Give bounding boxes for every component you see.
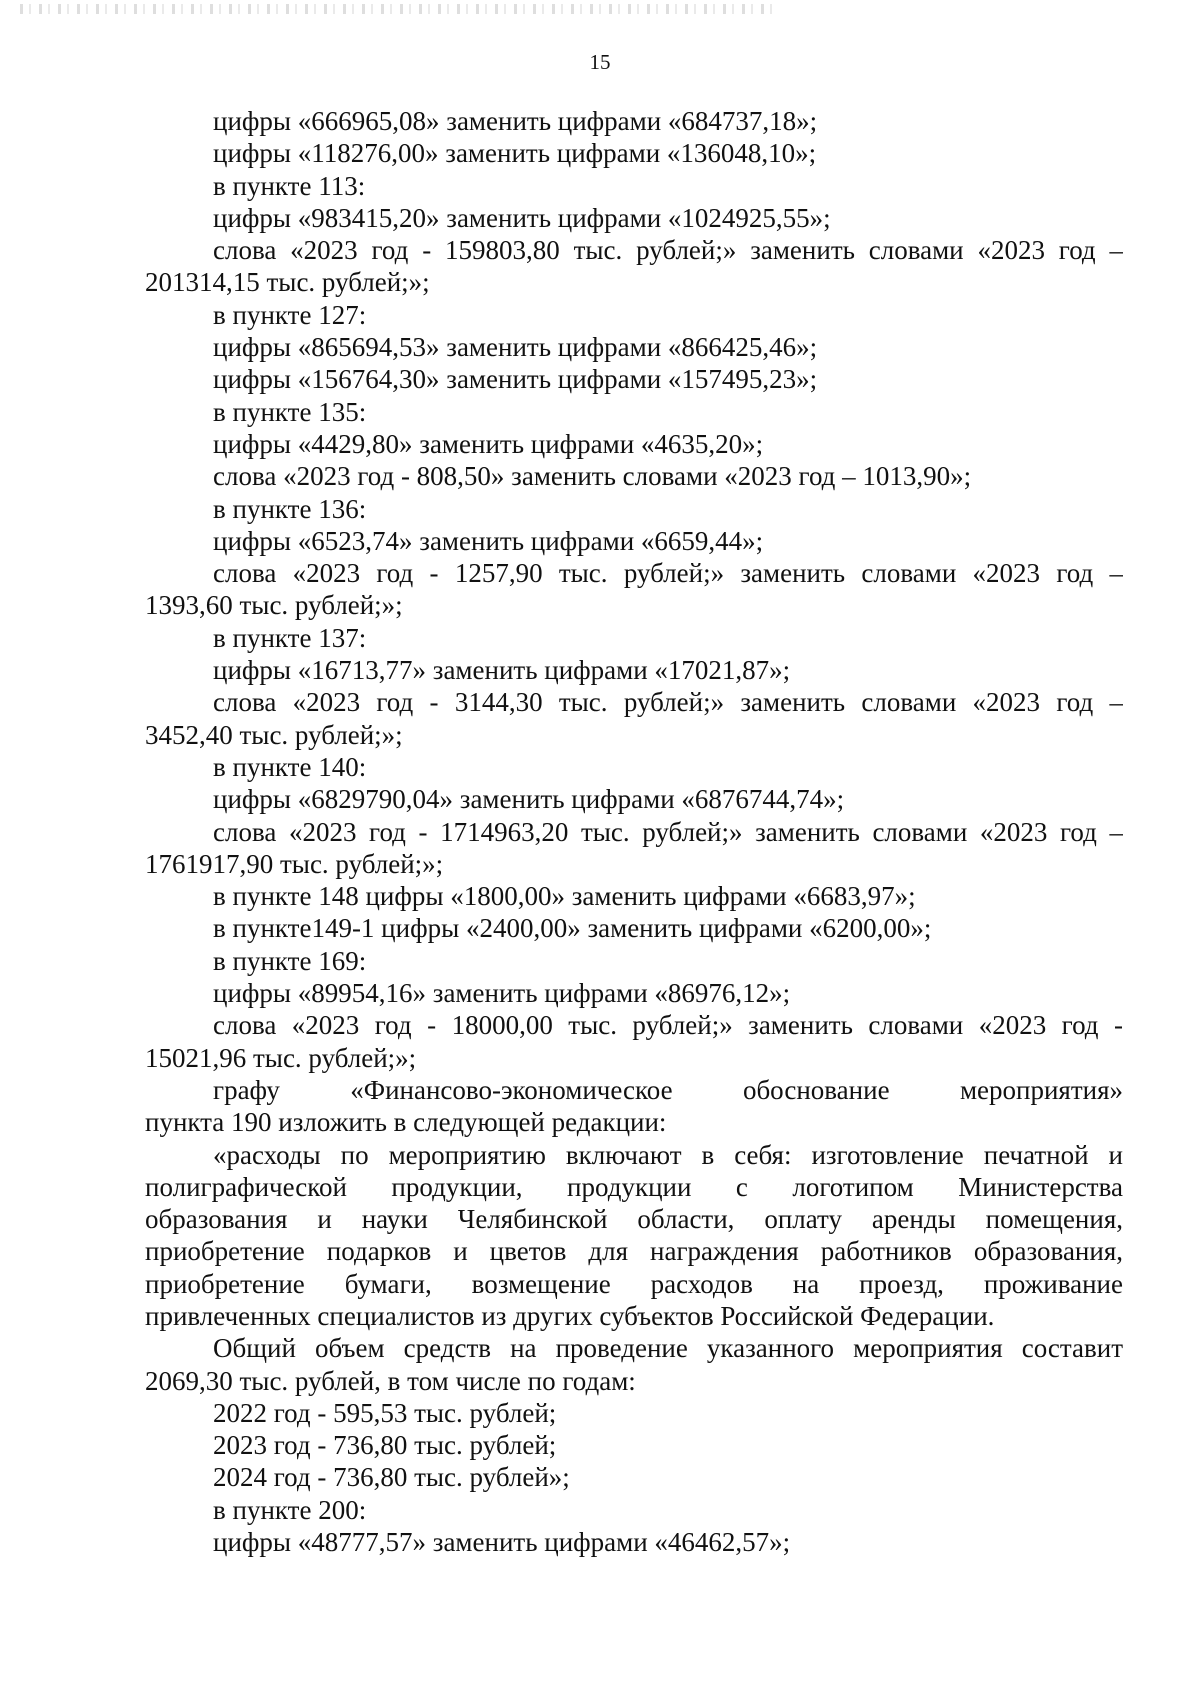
text-line: в пункте 136: xyxy=(213,493,367,524)
text-line: цифры «865694,53» заменить цифрами «866425,46»; xyxy=(213,332,818,363)
text-line: 201314,15 тыс. рублей;»; xyxy=(145,267,430,298)
text-line: 1393,60 тыс. рублей;»; xyxy=(145,590,403,621)
text-line: цифры «6829790,04» заменить цифрами «6876744,74»; xyxy=(213,784,845,815)
text-line: в пункте149-1 цифры «2400,00» заменить цифрами «6200,00»; xyxy=(213,913,932,944)
text-line: в пункте 137: xyxy=(213,622,367,653)
page-number: 15 xyxy=(589,50,611,74)
text-line: в пункте 135: xyxy=(213,396,367,427)
text-line: цифры «6523,74» заменить цифрами «6659,44»; xyxy=(213,525,764,556)
text-line: «расходы по мероприятию включают в себя: изготовление печатной и xyxy=(213,1139,1123,1170)
text-line: пункта 190 изложить в следующей редакции: xyxy=(145,1107,667,1138)
text-line: цифры «156764,30» заменить цифрами «157495,23»; xyxy=(213,364,818,395)
text-line: слова «2023 год - 808,50» заменить словами «2023 год – 1013,90»; xyxy=(213,461,972,492)
text-line: в пункте 169: xyxy=(213,945,367,976)
text-line: в пункте 127: xyxy=(213,299,367,330)
text-line: 15021,96 тыс. рублей;»; xyxy=(145,1042,417,1073)
text-line: в пункте 140: xyxy=(213,751,367,782)
text-line: Общий объем средств на проведение указанного мероприятия составит xyxy=(213,1333,1123,1364)
text-line: слова «2023 год - 159803,80 тыс. рублей;» заменить словами «2023 год – xyxy=(213,235,1123,266)
text-line: образования и науки Челябинской области, оплату аренды помещения, xyxy=(145,1204,1123,1235)
text-line: 1761917,90 тыс. рублей;»; xyxy=(145,848,444,879)
text-line: цифры «89954,16» заменить цифрами «86976,12»; xyxy=(213,978,791,1009)
text-line: цифры «4429,80» заменить цифрами «4635,20»; xyxy=(213,428,764,459)
text-line: приобретение бумаги, возмещение расходов на проезд, проживание xyxy=(145,1268,1123,1299)
document-body xyxy=(145,105,1123,1558)
text-line: в пункте 200: xyxy=(213,1494,367,1525)
text-line: приобретение подарков и цветов для награждения работников образования, xyxy=(145,1236,1123,1267)
text-line: в пункте 113: xyxy=(213,170,366,201)
text-line: цифры «666965,08» заменить цифрами «684737,18»; xyxy=(213,106,818,136)
text-line: 2022 год - 595,53 тыс. рублей; xyxy=(213,1397,557,1428)
text-line: привлеченных специалистов из других субъектов Российской Федерации. xyxy=(145,1300,995,1331)
text-line: 2024 год - 736,80 тыс. рублей»; xyxy=(213,1462,570,1493)
text-line: слова «2023 год - 1714963,20 тыс. рублей;» заменить словами «2023 год – xyxy=(213,816,1123,847)
text-line: 2023 год - 736,80 тыс. рублей; xyxy=(213,1430,557,1461)
text-line: цифры «983415,20» заменить цифрами «1024925,55»; xyxy=(213,202,831,233)
text-line: слова «2023 год - 18000,00 тыс. рублей;» заменить словами «2023 год - xyxy=(213,1010,1123,1041)
text-line: полиграфической продукции, продукции с логотипом Министерства xyxy=(145,1171,1123,1202)
text-line: в пункте 148 цифры «1800,00» заменить цифрами «6683,97»; xyxy=(213,881,916,912)
text-line: 2069,30 тыс. рублей, в том числе по годам: xyxy=(145,1365,636,1396)
text-line: цифры «48777,57» заменить цифрами «46462,57»; xyxy=(213,1527,791,1558)
text-line: графу «Финансово-экономическое обоснование мероприятия» xyxy=(213,1074,1123,1105)
text-line: 3452,40 тыс. рублей;»; xyxy=(145,719,403,750)
text-line: слова «2023 год - 1257,90 тыс. рублей;» заменить словами «2023 год – xyxy=(213,558,1123,589)
scan-artifact xyxy=(20,4,780,14)
text-line: цифры «16713,77» заменить цифрами «17021,87»; xyxy=(213,655,791,686)
text-line: слова «2023 год - 3144,30 тыс. рублей;» заменить словами «2023 год – xyxy=(213,687,1123,718)
text-line: цифры «118276,00» заменить цифрами «136048,10»; xyxy=(213,138,817,169)
